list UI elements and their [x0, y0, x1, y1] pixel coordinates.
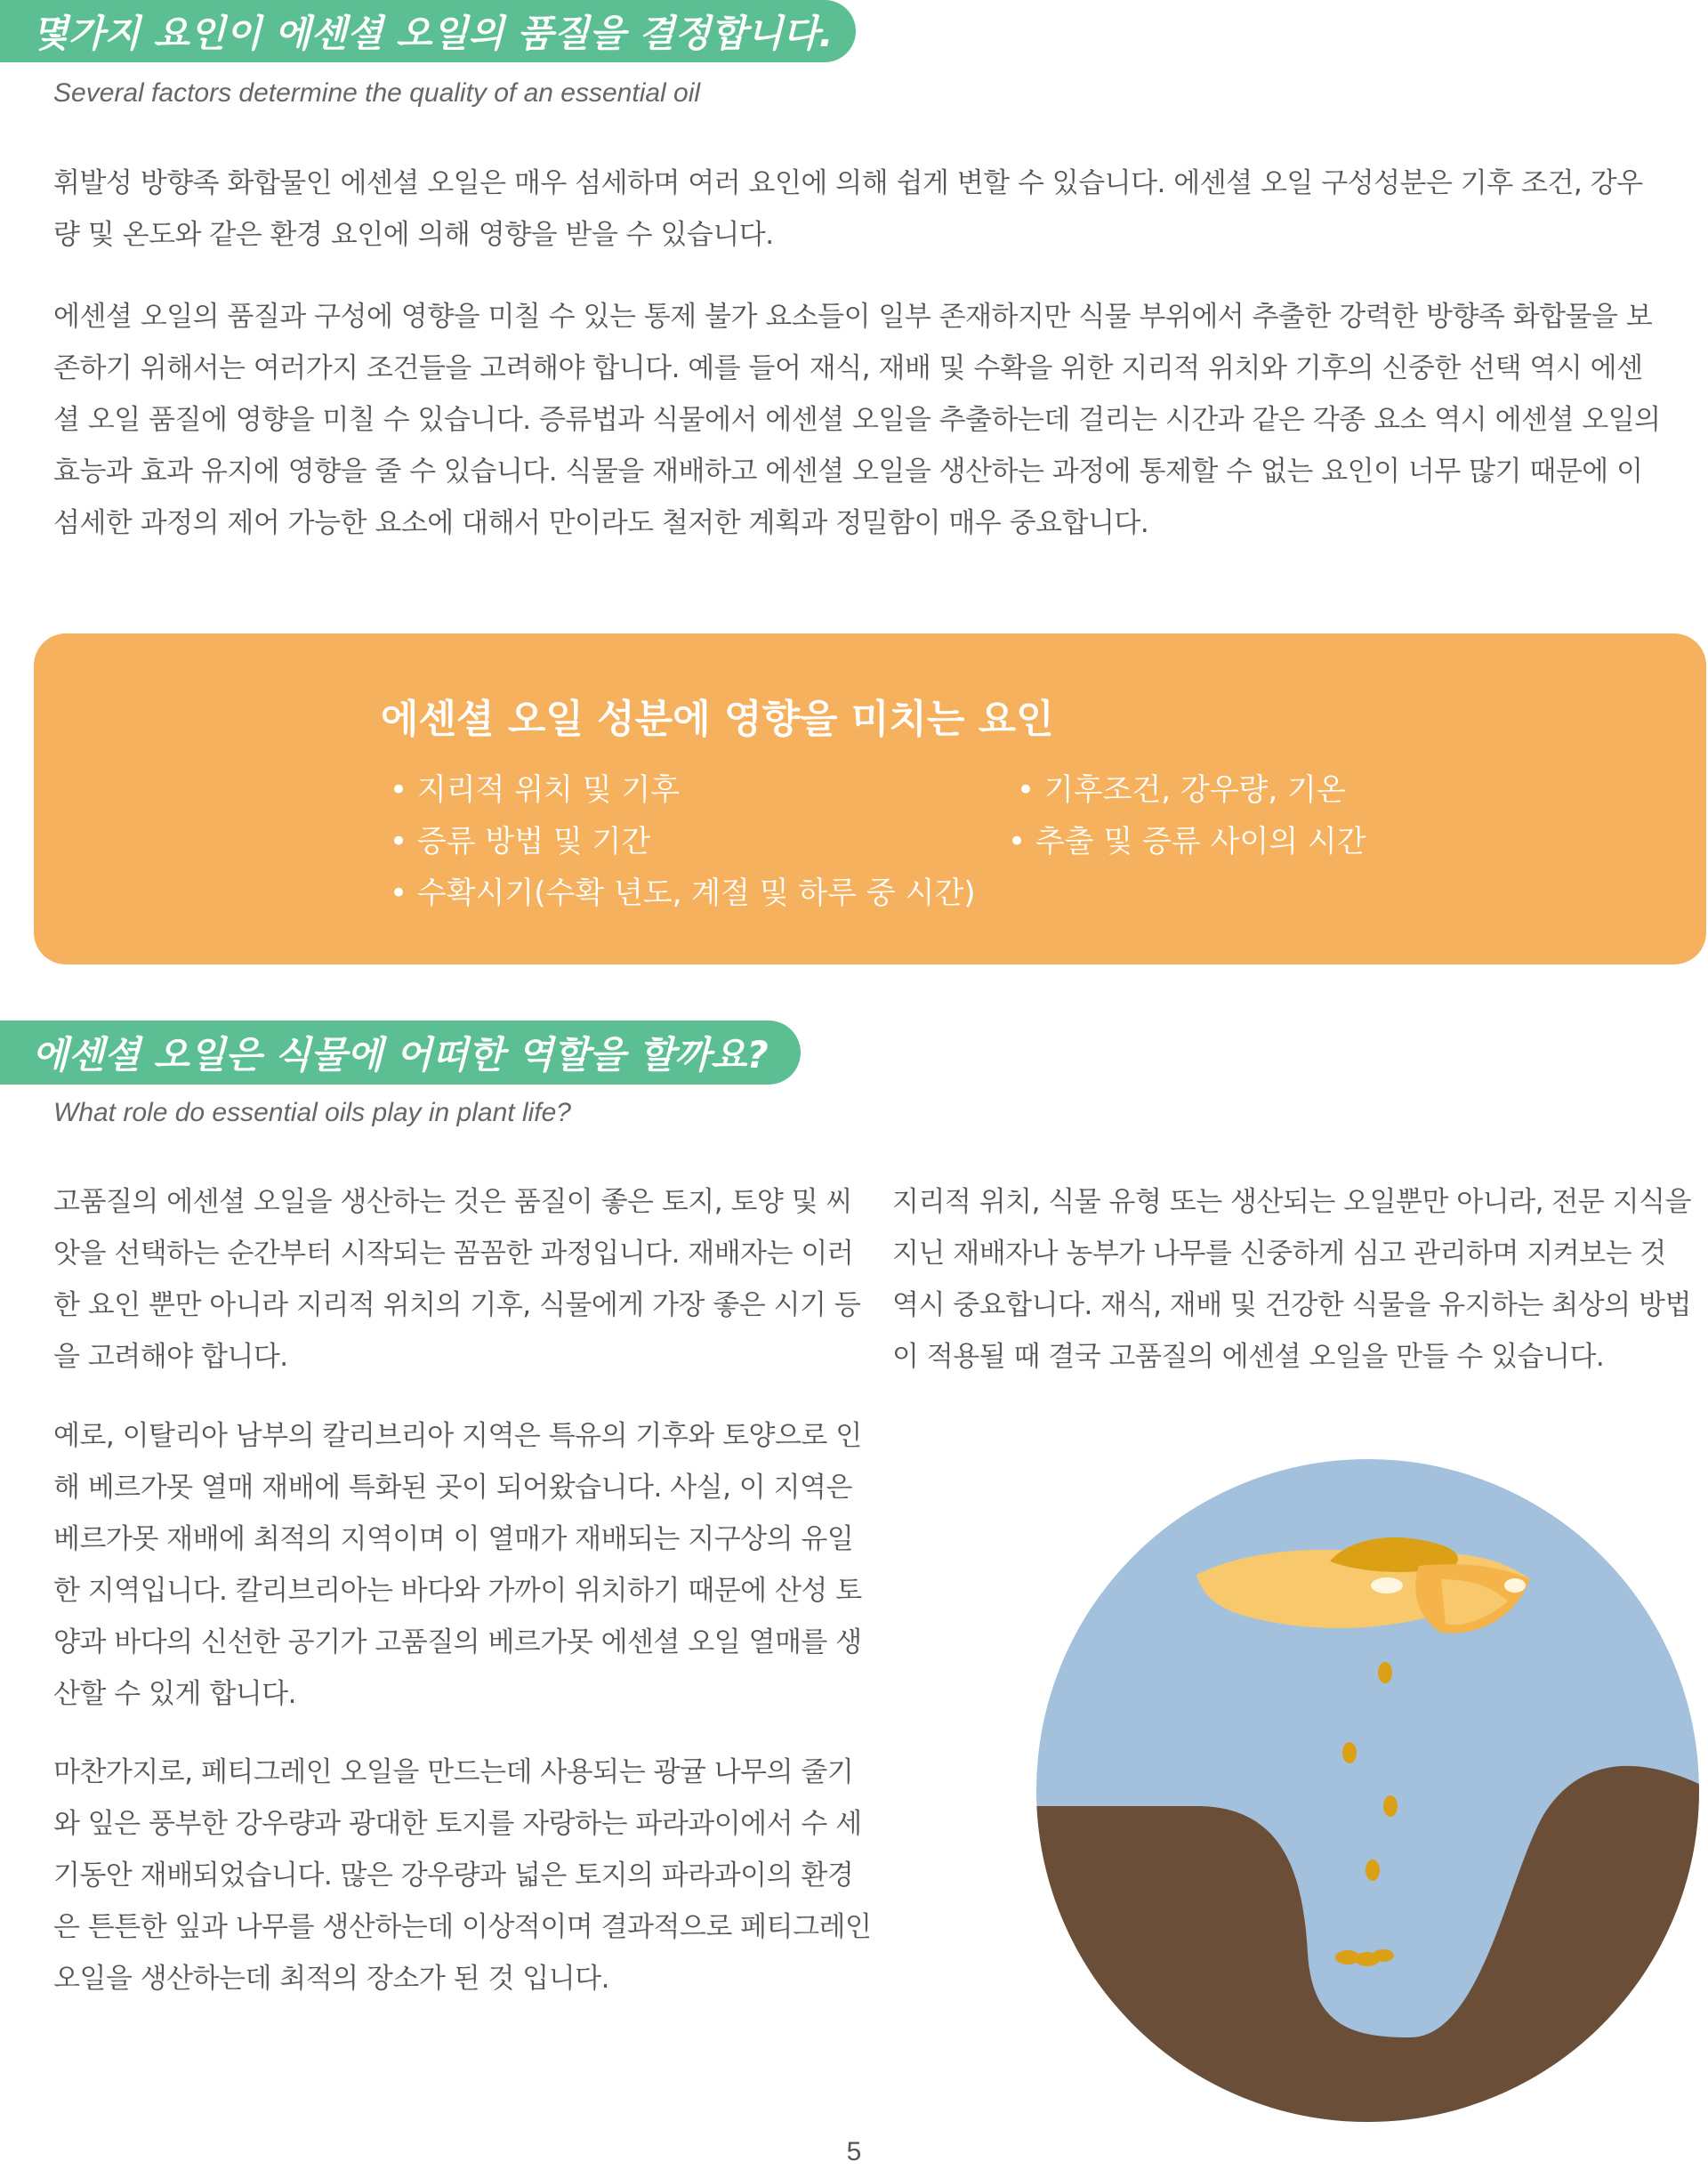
- body-paragraph: 고품질의 에센셜 오일을 생산하는 것은 품질이 좋은 토지, 토양 및 씨앗을 선택하는 순간부터 시작되는 꼼꼼한 과정입니다. 재배자는 이러한 요인 뿐만 아니라 지리적 위치의 기후, 식물에게 가장 좋은 시기 등을 고려해야 합니다.: [53, 1186, 861, 1373]
- section-title-plant-role: [0, 1020, 801, 1085]
- body-paragraph: 마찬가지로, 페티그레인 오일을 만드는데 사용되는 광귤 나무의 줄기와 잎은 풍부한 강우량과 광대한 토지를 자랑하는 파라과이에서 수 세기동안 재배되었습니다. 많은 강우량과 넓은 토지의 파라과이의 환경은 튼튼한 잎과 나무를 생산하는데 이상적이며 결과적으로 페티그레인 오일을 생산하는데 최적의 장소가 된 것 입니다.: [53, 1756, 872, 1995]
- section-title-quality-factors: [0, 0, 856, 62]
- body-paragraph: 예로, 이탈리아 남부의 칼리브리아 지역은 특유의 기후와 토양으로 인해 베르가못 열매 재배에 특화된 곳이 되어왔습니다. 사실, 이 지역은 베르가못 재배에 최적의 지역이며 이 열매가 재배되는 지구상의 유일한 지역입니다. 칼리브리아는 바다와 가까이 위치하기 때문에 산성 토양과 바다의 신선한 공기가 고품질의 베르가못 에센셜 오일 열매를 생산할 수 있게 합니다.: [53, 1420, 862, 1710]
- section-subtitle-english: What role do essential oils play in plant life?: [53, 1098, 571, 1127]
- body-paragraph: 지리적 위치, 식물 유형 또는 생산되는 오일뿐만 아니라, 전문 지식을 지닌 재배자나 농부가 나무를 신중하게 심고 관리하며 지켜보는 것 역시 중요합니다. 재식, 재배 및 건강한 식물을 유지하는 최상의 방법이 적용될 때 결국 고품질의 에센셜 오일을 만들 수 있습니다.: [892, 1186, 1691, 1373]
- factor-item: • 추출 및 증류 사이의 시간: [1008, 824, 1366, 859]
- section-title-text: 에센셜 오일은 식물에 어떠한 역할을 할까요?: [32, 1033, 769, 1077]
- hand-pouring-seeds-icon: [1036, 1459, 1699, 2122]
- factor-item: • 수확시기(수확 년도, 계절 및 하루 중 시간): [390, 875, 976, 911]
- intro-paragraph: 휘발성 방향족 화합물인 에센셜 오일은 매우 섬세하며 여러 요인에 의해 쉽게 변할 수 있습니다. 에센셜 오일 구성성분은 기후 조건, 강우량 및 온도와 같은 환경 요인에 의해 영향을 받을 수 있습니다.: [53, 167, 1643, 251]
- factors-box-title: 에센셜 오일 성분에 영향을 미치는 요인: [381, 697, 1054, 742]
- page-number: 5: [846, 2137, 862, 2166]
- intro-paragraph: 에센셜 오일의 품질과 구성에 영향을 미칠 수 있는 통제 불가 요소들이 일부 존재하지만 식물 부위에서 추출한 강력한 방향족 화합물을 보존하기 위해서는 여러가지 조건들을 고려해야 합니다. 예를 들어 재식, 재배 및 수확을 위한 지리적 위치와 기후의 신중한 선택 역시 에센셜 오일 품질에 영향을 미칠 수 있습니다. 증류법과 식물에서 에센셜 오일을 추출하는데 걸리는 시간과 같은 각종 요소 역시 에센셜 오일의 효능과 효과 유지에 영향을 줄 수 있습니다. 식물을 재배하고 에센셜 오일을 생산하는 과정에 통제할 수 없는 요인이 너무 많기 때문에 이 섬세한 과정의 제어 가능한 요소에 대해서 만이라도 철저한 계획과 정밀함이 매우 중요합니다.: [53, 301, 1661, 539]
- factor-item: • 기후조건, 강우량, 기온: [1017, 772, 1346, 808]
- section-subtitle-english: Several factors determine the quality of an essential oil: [53, 78, 701, 108]
- factors-callout-box: [34, 633, 1706, 964]
- factor-item: • 지리적 위치 및 기후: [390, 772, 681, 808]
- section-title-text: 몇가지 요인이 에센셜 오일의 품질을 결정합니다.: [32, 12, 834, 55]
- factor-item: • 증류 방법 및 기간: [390, 824, 651, 859]
